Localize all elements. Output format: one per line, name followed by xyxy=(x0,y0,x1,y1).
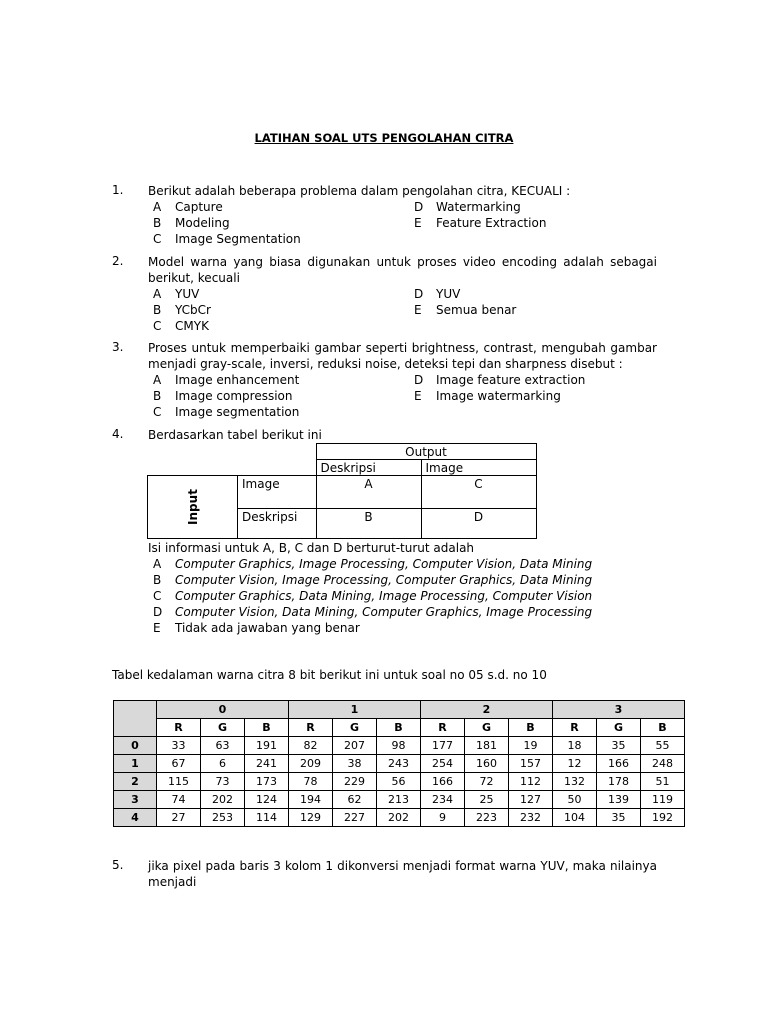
option-a: A Image enhancement xyxy=(153,373,300,387)
col-header-image: Image xyxy=(421,460,536,476)
table-cell: 38 xyxy=(333,755,377,773)
table-cell: 178 xyxy=(597,773,641,791)
option-b: B Modeling xyxy=(153,216,230,230)
input-label: Input xyxy=(185,489,200,525)
channel-header: G xyxy=(465,719,509,737)
question-text: Berikut adalah beberapa problema dalam pengolahan citra, KECUALI : xyxy=(148,184,571,198)
table-cell: 254 xyxy=(421,755,465,773)
table-cell: 104 xyxy=(553,809,597,827)
cell-a: A xyxy=(316,476,421,509)
option-c: C Image Segmentation xyxy=(153,232,301,246)
table-cell: 62 xyxy=(333,791,377,809)
option-d: D YUV xyxy=(414,287,461,301)
table-cell: 234 xyxy=(421,791,465,809)
question-number: 3. xyxy=(112,340,124,354)
table-cell: 232 xyxy=(509,809,553,827)
table-cell: 207 xyxy=(333,737,377,755)
table-cell: 243 xyxy=(377,755,421,773)
table-cell: 173 xyxy=(245,773,289,791)
channel-header: B xyxy=(509,719,553,737)
channel-header: G xyxy=(333,719,377,737)
cell-c: C xyxy=(421,476,536,509)
row-header-deskripsi: Deskripsi xyxy=(238,509,317,539)
option-d: D Computer Vision, Data Mining, Computer Graphics, Image Processing xyxy=(153,605,593,619)
channel-header: G xyxy=(201,719,245,737)
table-cell: 132 xyxy=(553,773,597,791)
option-c: C Computer Graphics, Data Mining, Image Processing, Computer Vision xyxy=(153,589,593,603)
question-subtext: Isi informasi untuk A, B, C dan D berturut-turut adalah xyxy=(148,541,475,555)
option-e: E Image watermarking xyxy=(414,389,561,403)
table-cell: 209 xyxy=(289,755,333,773)
table-cell: 112 xyxy=(509,773,553,791)
row-header-3: 3 xyxy=(114,791,157,809)
table-cell: 119 xyxy=(641,791,685,809)
table-row xyxy=(114,755,685,773)
channel-header: R xyxy=(157,719,201,737)
channel-header: R xyxy=(553,719,597,737)
table-cell: 78 xyxy=(289,773,333,791)
table-cell: 213 xyxy=(377,791,421,809)
channel-header: B xyxy=(641,719,685,737)
option-c: C Image segmentation xyxy=(153,405,300,419)
table-cell: 73 xyxy=(201,773,245,791)
table-cell: 166 xyxy=(421,773,465,791)
table-cell: 127 xyxy=(509,791,553,809)
table-cell: 223 xyxy=(465,809,509,827)
table-cell: 56 xyxy=(377,773,421,791)
output-header: Output xyxy=(316,444,536,460)
table-cell: 50 xyxy=(553,791,597,809)
question-text: Berdasarkan tabel berikut ini xyxy=(148,428,322,442)
table-cell: 33 xyxy=(157,737,201,755)
option-e: E Tidak ada jawaban yang benar xyxy=(153,621,360,635)
table-cell: 194 xyxy=(289,791,333,809)
table-cell: 192 xyxy=(641,809,685,827)
table-row xyxy=(114,809,685,827)
table-cell: 98 xyxy=(377,737,421,755)
table-cell: 19 xyxy=(509,737,553,755)
cell-b: B xyxy=(316,509,421,539)
table-cell: 82 xyxy=(289,737,333,755)
question-number: 1. xyxy=(112,183,124,197)
channel-header: R xyxy=(289,719,333,737)
table-cell: 67 xyxy=(157,755,201,773)
col-header-0: 0 xyxy=(157,701,289,719)
row-header-1: 1 xyxy=(114,755,157,773)
cell-d: D xyxy=(421,509,536,539)
option-a: A Capture xyxy=(153,200,223,214)
table-cell: 177 xyxy=(421,737,465,755)
option-c: C CMYK xyxy=(153,319,209,333)
row-header-image: Image xyxy=(238,476,317,509)
table-cell: 12 xyxy=(553,755,597,773)
table-cell: 129 xyxy=(289,809,333,827)
channel-header: R xyxy=(421,719,465,737)
table-cell: 18 xyxy=(553,737,597,755)
table-cell: 227 xyxy=(333,809,377,827)
option-d: D Watermarking xyxy=(414,200,521,214)
question-text: Proses untuk memperbaiki gambar seperti brightness, contrast, mengubah gambar menjadi gray-scale, inversi, reduksi noise, deteksi tepi dan sharpness disebut : xyxy=(148,341,657,371)
col-header-2: 2 xyxy=(421,701,553,719)
row-header-0: 0 xyxy=(114,737,157,755)
table-cell: 63 xyxy=(201,737,245,755)
option-b: B Computer Vision, Image Processing, Computer Graphics, Data Mining xyxy=(153,573,593,587)
question-number: 5. xyxy=(112,858,124,872)
table-cell: 25 xyxy=(465,791,509,809)
channel-header: B xyxy=(245,719,289,737)
option-d: D Image feature extraction xyxy=(414,373,586,387)
table-cell: 27 xyxy=(157,809,201,827)
table-cell: 248 xyxy=(641,755,685,773)
table-cell: 51 xyxy=(641,773,685,791)
channel-header: B xyxy=(377,719,421,737)
table-cell: 202 xyxy=(377,809,421,827)
table-cell: 160 xyxy=(465,755,509,773)
row-header-4: 4 xyxy=(114,809,157,827)
row-header-2: 2 xyxy=(114,773,157,791)
option-e: E Feature Extraction xyxy=(414,216,547,230)
corner-cell xyxy=(114,701,157,737)
question-text: jika pixel pada baris 3 kolom 1 dikonversi menjadi format warna YUV, maka nilainya menjadi xyxy=(148,859,657,889)
page-title: LATIHAN SOAL UTS PENGOLAHAN CITRA xyxy=(254,131,514,145)
option-b: B Image compression xyxy=(153,389,293,403)
table-cell: 35 xyxy=(597,809,641,827)
question-number: 2. xyxy=(112,254,124,268)
question-text: Model warna yang biasa digunakan untuk proses video encoding adalah sebagai berikut, kecuali xyxy=(148,255,657,285)
col-header-deskripsi: Deskripsi xyxy=(316,460,421,476)
table-cell: 6 xyxy=(201,755,245,773)
table-intro: Tabel kedalaman warna citra 8 bit berikut ini untuk soal no 05 s.d. no 10 xyxy=(112,668,547,682)
table-cell: 72 xyxy=(465,773,509,791)
table-cell: 55 xyxy=(641,737,685,755)
option-b: B YCbCr xyxy=(153,303,211,317)
channel-header: G xyxy=(597,719,641,737)
question-number: 4. xyxy=(112,427,124,441)
table-cell: 191 xyxy=(245,737,289,755)
option-a: A Computer Graphics, Image Processing, Computer Vision, Data Mining xyxy=(153,557,593,571)
io-table xyxy=(147,443,537,539)
table-cell: 241 xyxy=(245,755,289,773)
table-cell: 124 xyxy=(245,791,289,809)
table-row xyxy=(114,791,685,809)
table-row xyxy=(114,773,685,791)
table-cell: 114 xyxy=(245,809,289,827)
table-cell: 157 xyxy=(509,755,553,773)
table-cell: 139 xyxy=(597,791,641,809)
table-cell: 35 xyxy=(597,737,641,755)
table-cell: 74 xyxy=(157,791,201,809)
table-cell: 9 xyxy=(421,809,465,827)
table-row xyxy=(114,737,685,755)
table-cell: 253 xyxy=(201,809,245,827)
table-cell: 202 xyxy=(201,791,245,809)
table-cell: 229 xyxy=(333,773,377,791)
option-a: A YUV xyxy=(153,287,200,301)
color-depth-table xyxy=(113,700,685,827)
table-cell: 166 xyxy=(597,755,641,773)
option-e: E Semua benar xyxy=(414,303,517,317)
col-header-1: 1 xyxy=(289,701,421,719)
input-label-cell xyxy=(148,476,238,539)
table-cell: 115 xyxy=(157,773,201,791)
table-cell: 181 xyxy=(465,737,509,755)
col-header-3: 3 xyxy=(553,701,685,719)
